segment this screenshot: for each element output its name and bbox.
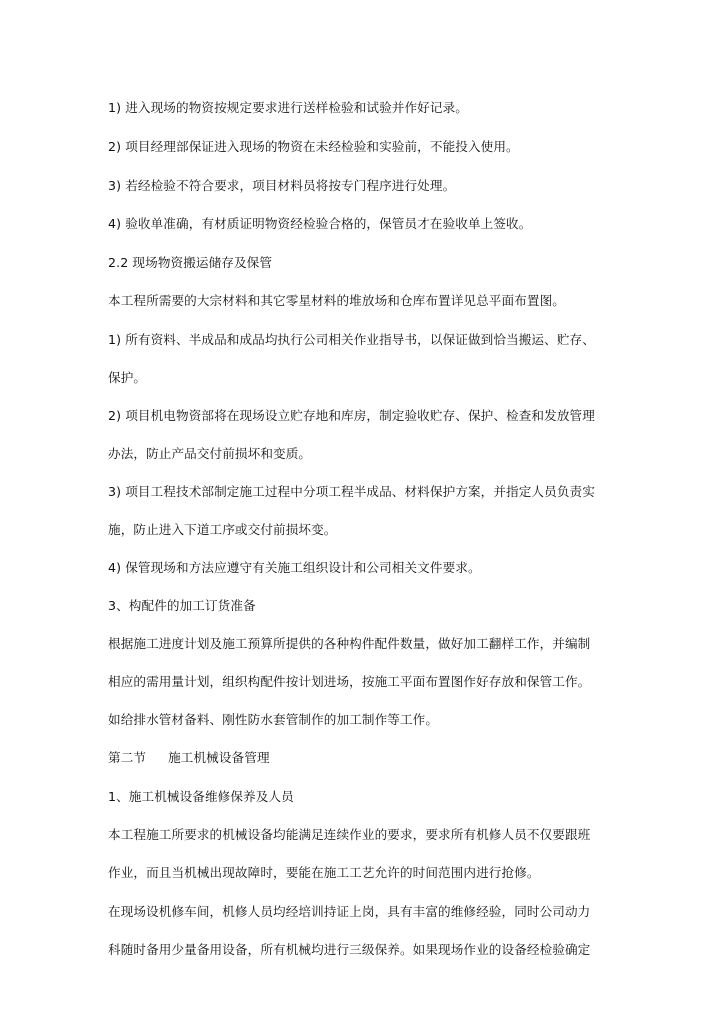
section-title: 施工机械设备管理: [168, 750, 270, 765]
text-line: 相应的需用量计划，组织构配件按计划进场，按施工平面布置图作好存放和保管工作。: [108, 674, 591, 689]
text-line: 办法，防止产品交付前损坏和变质。: [108, 446, 312, 461]
text-line: 施，防止进入下道工序或交付前损坏变。: [108, 522, 337, 537]
text-line: 本工程所需要的大宗材料和其它零星材料的堆放场和仓库布置详见总平面布置图。: [108, 293, 565, 308]
section-heading: [108, 750, 638, 766]
text-line: 3) 若经检验不符合要求，项目材料员将按专门程序进行处理。: [108, 178, 456, 193]
text-line: 1) 进入现场的物资按规定要求进行送样检验和试验并作好记录。: [108, 100, 468, 115]
subsection-heading: 3、构配件的加工订货准备: [108, 598, 256, 613]
text-line: 如给排水管材备料、刚性防水套管制作的加工制作等工作。: [108, 712, 439, 727]
subsection-heading: 2.2 现场物资搬运储存及保管: [108, 255, 273, 270]
text-line: 4) 保管现场和方法应遵守有关施工组织设计和公司相关文件要求。: [108, 560, 481, 575]
text-line: 3) 项目工程技术部制定施工过程中分项工程半成品、材料保护方案，并指定人员负责实: [108, 484, 595, 499]
text-line: 作业，而且当机械出现故障时，要能在施工工艺允许的时间范围内进行抢修。: [108, 865, 540, 880]
text-line: 保护。: [108, 370, 147, 385]
text-line: 2) 项目经理部保证进入现场的物资在未经检验和实验前，不能投入使用。: [108, 139, 519, 154]
text-line: 科随时备用少量备用设备，所有机械均进行三级保养。如果现场作业的设备经检验确定: [108, 942, 591, 957]
text-line: 本工程施工所要求的机械设备均能满足连续作业的要求，要求所有机修人员不仅要跟班: [108, 827, 591, 842]
subsection-heading: 1、施工机械设备维修保养及人员: [108, 789, 294, 804]
text-line: 在现场设机修车间，机修人员均经培训持证上岗，具有丰富的维修经验，同时公司动力: [108, 904, 591, 919]
text-line: 1) 所有资料、半成品和成品均执行公司相关作业指导书，以保证做到恰当搬运、贮存、: [108, 332, 595, 347]
text-line: 2) 项目机电物资部将在现场设立贮存地和库房，制定验收贮存、保护、检查和发放管理: [108, 408, 595, 423]
text-line: 根据施工进度计划及施工预算所提供的各种构件配件数量，做好加工翻样工作，并编制: [108, 636, 591, 651]
section-label: 第二节: [108, 750, 147, 765]
text-line: 4) 验收单准确，有材质证明物资经检验合格的，保管员才在验收单上签收。: [108, 216, 532, 231]
